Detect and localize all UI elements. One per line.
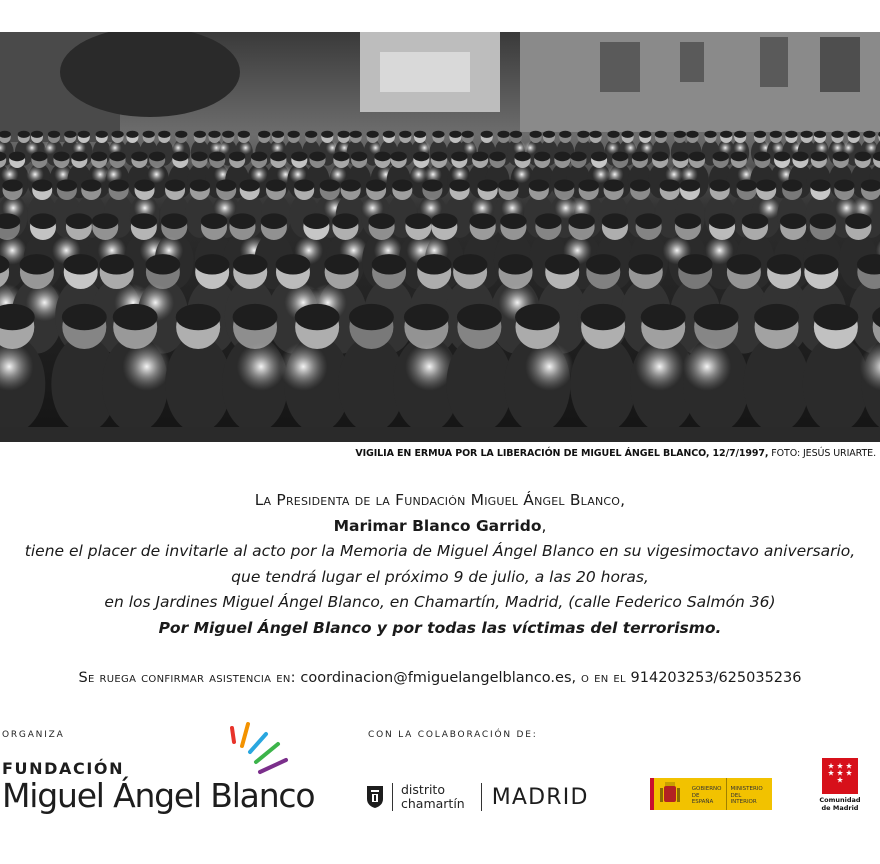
comunidad-madrid-flag-icon: [822, 758, 858, 794]
star-icon: [837, 770, 843, 776]
comunidad-line-1: Comunidad: [819, 796, 861, 804]
star-icon: [846, 763, 852, 769]
photo-caption-title: VIGILIA EN ERMUA POR LA LIBERACIÓN DE MIGUEL ÁNGEL BLANCO, 12/7/1997,: [355, 448, 769, 459]
vigil-photo-image: [0, 32, 880, 442]
fundacion-word: FUNDACIÓN: [2, 759, 125, 778]
comunidad-line-2: de Madrid: [821, 803, 859, 812]
ministerio-line-2: DEL INTERIOR: [730, 792, 757, 805]
invitation-host-name-line: [0, 514, 880, 540]
colaboracion-label: CON LA COLABORACIÓN DE:: [368, 730, 538, 740]
rsvp-phones[interactable]: 914203253/625035236: [625, 670, 802, 686]
comunidad-madrid-logo: [818, 758, 862, 812]
distrito-chamartin: [401, 783, 465, 811]
host-name: Marimar Blanco Garrido: [333, 516, 542, 535]
invitation-event-line: tiene el placer de invitarle al acto por la Memoria de Miguel Ángel Blanco en su vigesimoctavo aniversario,: [24, 542, 856, 560]
star-icon: [828, 770, 834, 776]
ministerio-line-1: MINISTERIO: [730, 786, 763, 792]
madrid-shield-icon: [366, 785, 384, 809]
fundacion-name: Miguel Ángel Blanco: [2, 776, 315, 815]
invitation-date-line: que tendrá lugar el próximo 9 de julio, a las 20 horas,: [231, 567, 649, 586]
gobierno-espana-logo: [650, 778, 772, 810]
spain-coat-of-arms-icon: [650, 778, 688, 810]
host-name-suffix: ,: [541, 516, 547, 535]
madrid-separator-1: [392, 783, 393, 811]
madrid-chamartin-logo: [366, 780, 589, 814]
vigil-photo: [0, 32, 880, 442]
crest-shape-icon: [650, 778, 688, 810]
rsvp-line: [0, 670, 880, 686]
gobierno-line-2: DE ESPAÑA: [691, 792, 714, 805]
gobierno-line-1: GOBIERNO: [691, 786, 722, 792]
madrid-word: MADRID: [491, 784, 589, 810]
madrid-separator-2: [481, 783, 482, 811]
star-icon: [846, 770, 852, 776]
seven-stars-icon: [822, 758, 858, 794]
fundacion-logo-stripes-icon: [230, 722, 290, 776]
invitation-location-line: en los Jardines Miguel Ángel Blanco, en Chamartín, Madrid, (calle Federico Salmón 36): [104, 593, 776, 611]
organiza-label: ORGANIZA: [2, 730, 65, 740]
stripe-green: [256, 744, 278, 762]
photo-caption: [355, 448, 876, 459]
stripe-red: [232, 728, 234, 742]
star-icon: [828, 763, 834, 769]
rsvp-prefix: Se ruega confirmar asistencia en:: [78, 670, 296, 686]
invitation-motto-line: Por Miguel Ángel Blanco y por todas las víctimas del terrorismo.: [158, 618, 722, 637]
stripe-blue: [250, 734, 266, 752]
gobierno-text: [688, 778, 726, 810]
photo-caption-credit: FOTO: JESÚS URIARTE.: [768, 448, 876, 459]
star-icon: [837, 763, 843, 769]
ministerio-text: [726, 778, 772, 810]
rsvp-email[interactable]: coordinacion@fmiguelangelblanco.es,: [295, 670, 577, 686]
comunidad-text: [818, 797, 862, 812]
stripe-purple: [260, 760, 286, 772]
distrito-line: distrito: [401, 782, 445, 797]
chamartin-line: chamartín: [401, 796, 465, 811]
star-icon: [837, 777, 843, 783]
stripe-orange: [242, 724, 248, 746]
invitation-text: [0, 488, 880, 641]
rsvp-middle: o en el: [576, 670, 626, 686]
invitation-host-line: La Presidenta de la Fundación Miguel Ángel Blanco,: [254, 491, 626, 509]
